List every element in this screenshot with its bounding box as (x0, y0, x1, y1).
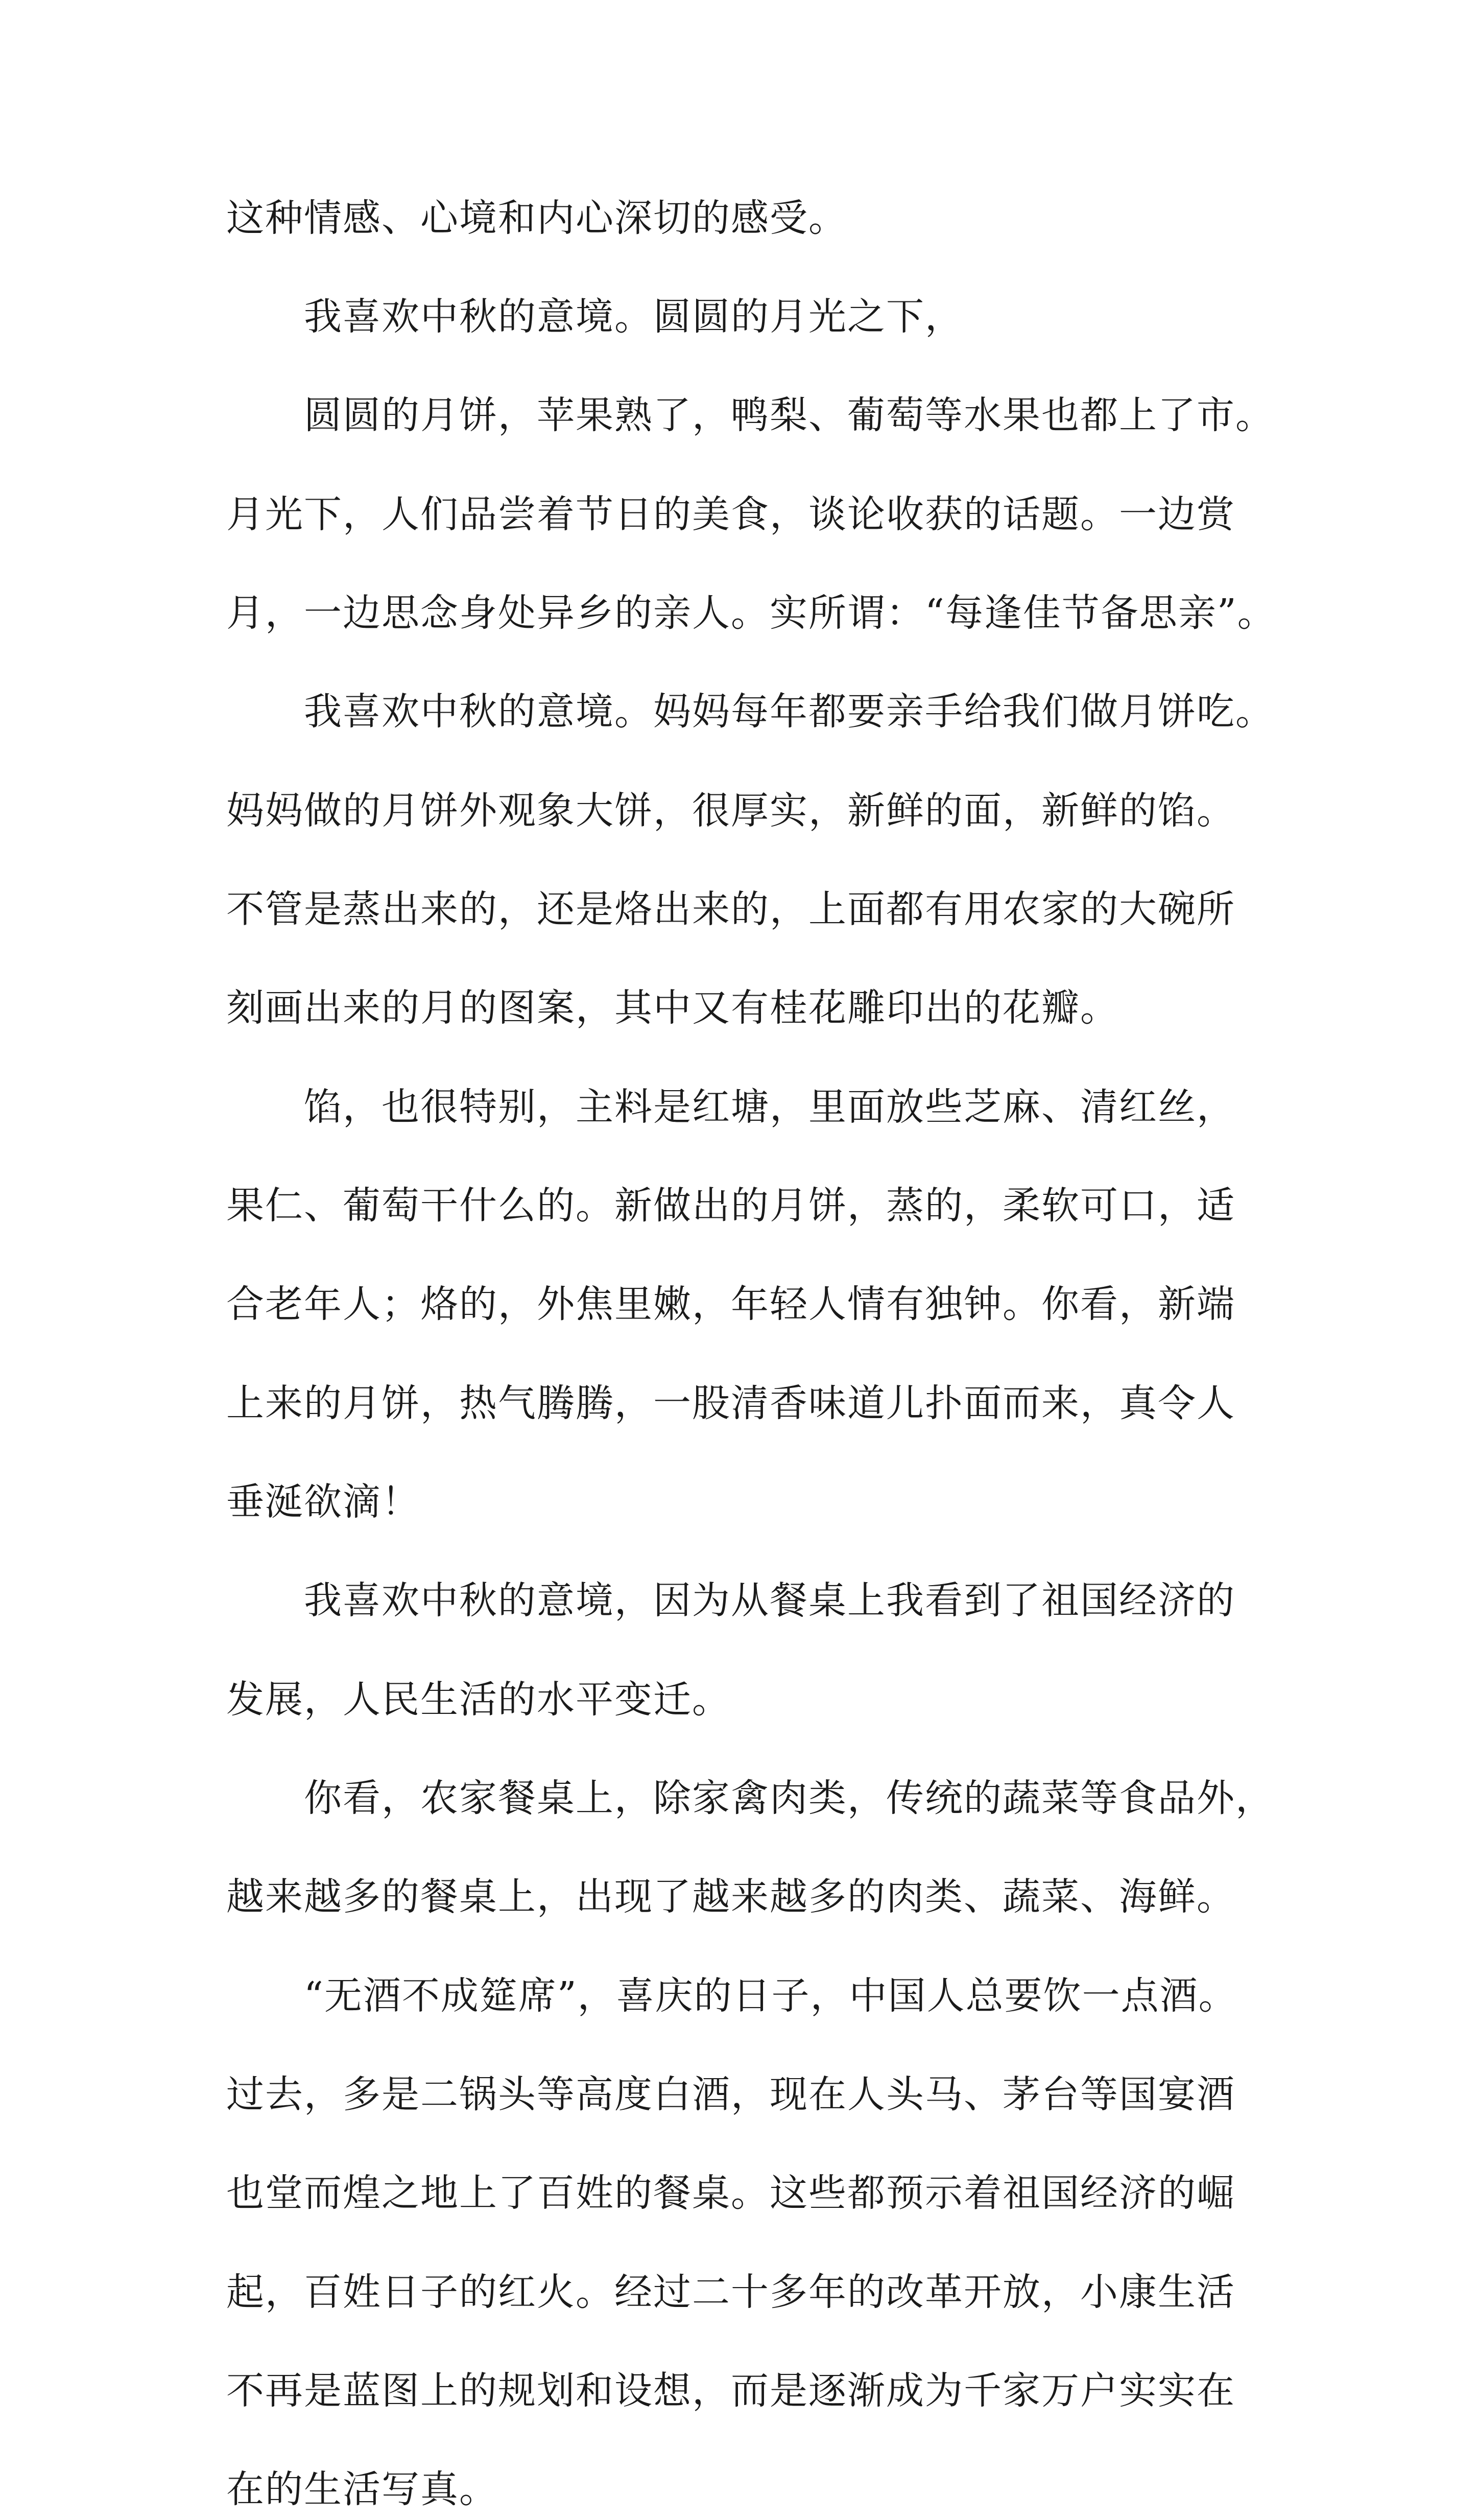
text-line: 馅，也很特别，主料是红塘，里面放些芝麻、清红丝， (304, 1085, 1235, 1129)
text-line: 在的生活写真。 (226, 2467, 498, 2511)
text-line: 果仁、葡萄干什么的。新做出的月饼，蒸的，柔软可口，适 (226, 1184, 1235, 1228)
text-line: 越来越多的餐桌上，出现了越来越多的肉类、蔬菜、海鲜。 (226, 1875, 1235, 1919)
text-line: 发展，人民生活的水平变迁。 (226, 1678, 731, 1722)
text-line: 月光下，人们品尝着节日的美食，谈论收获的话题。一边赏 (226, 492, 1235, 536)
text-line: 垂涎欲滴！ (226, 1480, 420, 1524)
text-line: 我喜欢中秋的意境。圆圆的月光之下， (304, 295, 964, 339)
text-line: 月，一边思念身处异乡的亲人。实所谓：“每逢佳节备思亲”。 (226, 591, 1276, 635)
text-line: 上来的月饼，热气腾腾，一股清香味道儿扑面而来，真令人 (226, 1381, 1235, 1425)
text-line: 也堂而煌之地上了百姓的餐桌。这些都预示着祖国经济的崛 (226, 2171, 1235, 2215)
text-line: 起，百姓日子的红火。经过二十多年的改革开放，小康生活 (226, 2270, 1235, 2314)
text-line: 我喜欢中秋的意境。妈妈每年都要亲手给我们做月饼吃。 (304, 690, 1274, 734)
text-line: 不管是蒸出来的，还是烙出来的，上面都有用农家的大碗所 (226, 887, 1235, 931)
text-line: 刻画出来的月的图案，其中又有桂花雕印出的花瓣。 (226, 986, 1119, 1030)
text-line: “无酒不成筵席”，喜庆的日子，中国人总要饮一点酒。 (304, 1974, 1237, 2018)
text-line: 我喜欢中秋的意境，因为从餐桌上我看到了祖国经济的 (304, 1579, 1235, 1622)
text-line: 过去，多是二锅头等高度白酒，现在人头马、茅台等国宴酒 (226, 2072, 1235, 2116)
text-line: 这种情感、心境和内心深切的感受。 (226, 196, 847, 240)
text-line: 妈妈做的月饼外观象大饼，很厚实，新鲜的面，新鲜的馅。 (226, 789, 1235, 833)
text-line: 你看，农家餐桌上，除家禽肉类，传统的蔬菜等食品外， (304, 1776, 1274, 1820)
text-line: 不再是蓝图上的规划和设想，而是逐渐成为千家万户实实在 (226, 2369, 1235, 2413)
text-line: 合老年人；烙的，外焦里嫩，年轻人情有独钟。你看，新端 (226, 1282, 1235, 1326)
text-line: 圆圆的月饼，苹果熟了，鸭梨、葡萄等水果也都上了市。 (304, 393, 1274, 437)
